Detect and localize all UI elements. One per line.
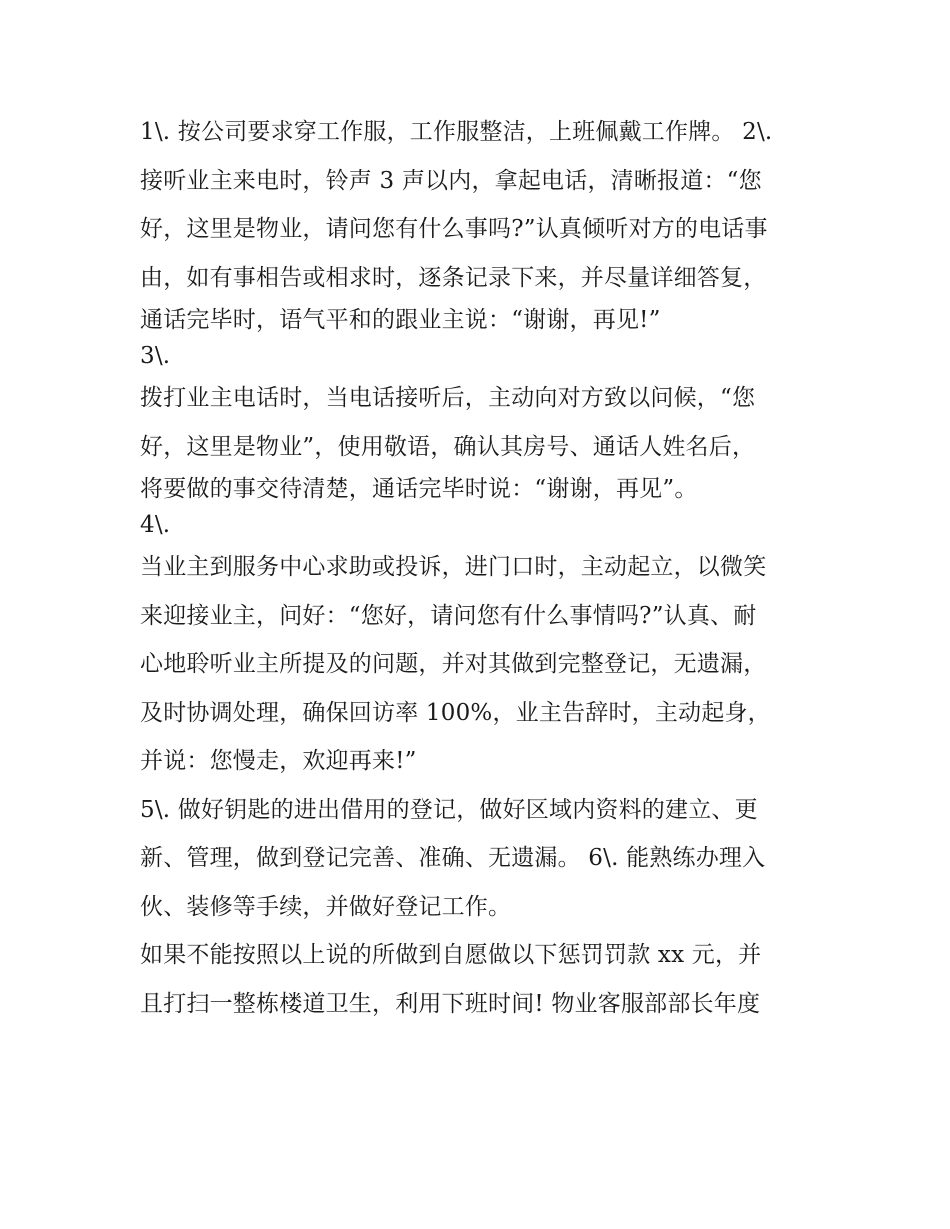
text-line: 将要做的事交待清楚，通话完毕时说：“谢谢，再见”。 [140,476,698,502]
text-line: 接听业主来电时，铃声 3 声以内，拿起电话，清晰报道：“您 [140,167,762,194]
text-line: 且打扫一整栋楼道卫生，利用下班时间! 物业客服部部长年度 [140,990,761,1017]
text-line: 1\. 按公司要求穿工作服，工作服整洁，上班佩戴工作牌。 2\. [140,119,773,145]
text-line: 由，如有事相告或相求时，逐条记录下来，并尽量详细答复， [140,264,767,291]
text-line: 新、管理，做到登记完善、准确、无遗漏。 6\. 能熟练办理入 [140,845,766,871]
text-line: 好，这里是物业”，使用敬语，确认其房号、通话人姓名后， [140,433,756,460]
text-line: 及时协调处理，确保回访率 100%，业主告辞时，主动起身， [140,699,771,726]
text-line: 如果不能按照以上说的所做到自愿做以下惩罚罚款 xx 元，并 [140,942,762,968]
text-line: 伙、装修等手续，并做好登记工作。 [140,893,512,920]
text-line: 来迎接业主，问好：“您好，请问您有什么事情吗?”认真、耐 [140,602,757,629]
text-line: 通话完毕时，语气平和的跟业主说：“谢谢，再见!” [140,307,661,333]
section-number: 3\. [140,343,171,369]
text-line: 心地聆听业主所提及的问题，并对其做到完整登记，无遗漏， [140,651,767,677]
document-body [140,108,820,1028]
text-line: 当业主到服务中心求助或投诉，进门口时，主动起立，以微笑 [140,554,767,580]
text-line: 好，这里是物业，请问您有什么事吗?”认真倾听对方的电话事 [140,216,768,242]
section-number: 4\. [140,512,171,538]
text-line: 并说：您慢走，欢迎再来!” [140,748,417,774]
text-line: 5\. 做好钥匙的进出借用的登记，做好区域内资料的建立、更 [140,796,758,823]
text-line: 拨打业主电话时，当电话接听后，主动向对方致以问候，“您 [140,385,756,411]
